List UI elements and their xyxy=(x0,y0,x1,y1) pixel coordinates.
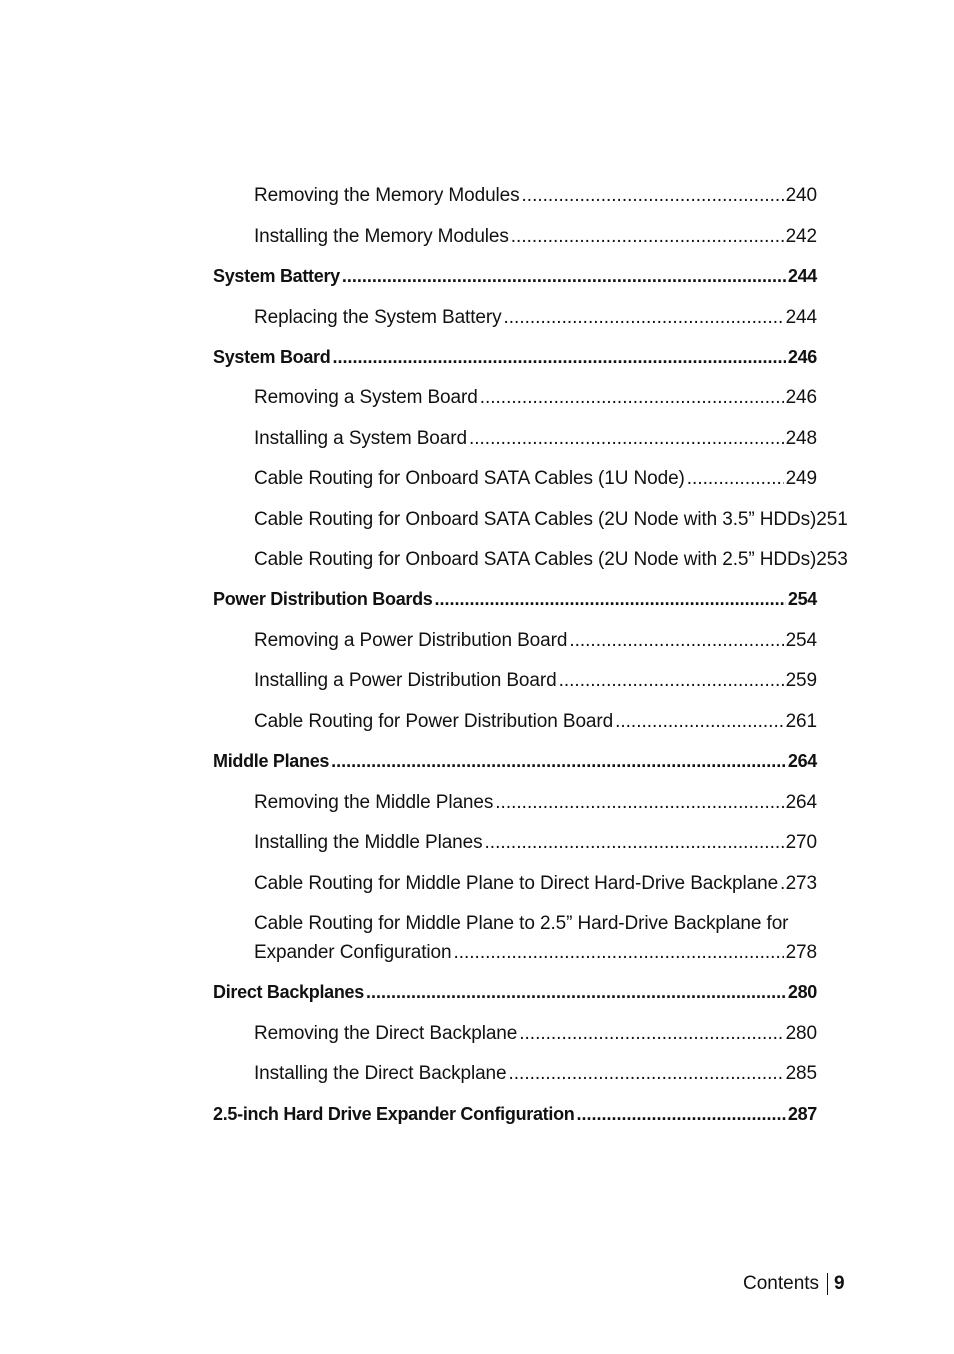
toc-entry-page: 246 xyxy=(787,347,817,367)
toc-entry-page: 242 xyxy=(785,226,817,247)
dot-leader xyxy=(687,469,784,488)
dot-leader xyxy=(331,752,786,770)
toc-entry[interactable] xyxy=(254,1024,817,1043)
toc-entry[interactable] xyxy=(254,186,817,205)
toc-entry[interactable] xyxy=(254,671,817,690)
toc-entry-title-line1: Cable Routing for Middle Plane to 2.5” Hard-Drive Backplane for xyxy=(254,913,789,934)
toc-entry-page: 287 xyxy=(787,1104,817,1124)
toc-entry-page: 246 xyxy=(785,387,817,408)
toc-entry-page: 280 xyxy=(785,1023,817,1044)
dot-leader xyxy=(332,348,785,366)
toc-entry-page: 261 xyxy=(785,711,817,732)
toc-entry[interactable] xyxy=(254,1064,817,1083)
toc-section-entry[interactable] xyxy=(213,267,817,285)
toc-entry-page: 253 xyxy=(816,549,848,570)
toc-entry-page: 264 xyxy=(785,792,817,813)
dot-leader xyxy=(469,429,784,448)
toc-entry[interactable] xyxy=(254,833,817,852)
toc-entry-page: 240 xyxy=(785,185,817,206)
toc-entry[interactable] xyxy=(254,429,817,448)
toc-entry-title: Cable Routing for Onboard SATA Cables (2U Node with 3.5” HDDs) xyxy=(254,509,817,530)
toc-entry-title: Installing a Power Distribution Board xyxy=(254,670,557,691)
toc-entry-title: Cable Routing for Onboard SATA Cables (1U Node) xyxy=(254,468,685,489)
dot-leader xyxy=(435,590,786,608)
toc-section-entry[interactable] xyxy=(213,348,817,366)
dot-leader xyxy=(342,267,786,285)
toc-entry[interactable] xyxy=(254,909,817,967)
toc-entry-title: Direct Backplanes xyxy=(213,982,364,1002)
toc-entry-title: Installing a System Board xyxy=(254,428,467,449)
toc-entry-title: Removing a Power Distribution Board xyxy=(254,630,568,651)
toc-entry-title: System Board xyxy=(213,347,331,367)
dot-leader xyxy=(495,793,783,812)
dot-leader xyxy=(480,388,784,407)
toc-entry-title: Removing a System Board xyxy=(254,387,478,408)
toc-entry[interactable] xyxy=(254,712,817,731)
toc-entry[interactable] xyxy=(254,874,817,893)
toc-entry-page: 244 xyxy=(787,266,817,286)
toc-section-entry[interactable] xyxy=(213,752,817,770)
toc-section-entry[interactable] xyxy=(213,1105,817,1123)
toc-entry-page: 251 xyxy=(816,509,848,530)
dot-leader xyxy=(615,712,784,731)
dot-leader xyxy=(780,874,784,893)
toc-entry-title: System Battery xyxy=(213,266,340,286)
toc-entry-title: Cable Routing for Power Distribution Board xyxy=(254,711,614,732)
dot-leader xyxy=(569,631,783,650)
toc-entry-title: Cable Routing for Middle Plane to Direct Hard-Drive Backplane xyxy=(254,873,779,894)
dot-leader xyxy=(485,833,784,852)
toc-entry-page: 285 xyxy=(785,1063,817,1084)
toc-entry-title: Removing the Memory Modules xyxy=(254,185,520,206)
toc-section-entry[interactable] xyxy=(213,590,817,608)
dot-leader xyxy=(366,983,786,1001)
footer-divider xyxy=(827,1273,828,1295)
toc-entry-title: Middle Planes xyxy=(213,751,330,771)
dot-leader xyxy=(504,308,784,327)
toc-entry-page: 249 xyxy=(785,468,817,489)
toc-entry[interactable] xyxy=(254,388,817,407)
toc-entry-page: 248 xyxy=(785,428,817,449)
toc-entry-page: 264 xyxy=(787,751,817,771)
toc-entry-title: Removing the Direct Backplane xyxy=(254,1023,518,1044)
toc-entry-page: 259 xyxy=(785,670,817,691)
toc-entry-title: 2.5-inch Hard Drive Expander Configuration xyxy=(213,1104,575,1124)
toc-entry[interactable] xyxy=(254,308,817,327)
toc-entry[interactable] xyxy=(254,549,848,570)
toc-entry-title-line2: Expander Configuration xyxy=(254,942,452,963)
toc-entry-title: Power Distribution Boards xyxy=(213,589,433,609)
toc-entry-page: 280 xyxy=(787,982,817,1002)
dot-leader xyxy=(559,671,784,690)
toc-entry-page: 270 xyxy=(785,832,817,853)
toc-entry[interactable] xyxy=(254,227,817,246)
toc-entry-title: Replacing the System Battery xyxy=(254,307,502,328)
toc-entry[interactable] xyxy=(254,793,817,812)
dot-leader xyxy=(511,227,784,246)
toc-entry-title: Cable Routing for Onboard SATA Cables (2U Node with 2.5” HDDs) xyxy=(254,549,817,570)
toc-entry-page: 244 xyxy=(785,307,817,328)
toc-entry-page: 273 xyxy=(785,873,817,894)
toc-entry-title: Installing the Direct Backplane xyxy=(254,1063,507,1084)
toc-entry-title: Installing the Middle Planes xyxy=(254,832,483,853)
toc-entry-page: 254 xyxy=(787,589,817,609)
dot-leader xyxy=(576,1105,785,1123)
toc-entry-title: Installing the Memory Modules xyxy=(254,226,509,247)
dot-leader xyxy=(453,938,783,967)
toc-entry-page: 278 xyxy=(785,942,817,963)
page-footer xyxy=(743,1273,845,1295)
toc-entry-title: Removing the Middle Planes xyxy=(254,792,494,813)
toc-entry[interactable] xyxy=(254,509,848,530)
dot-leader xyxy=(522,186,784,205)
toc-entry-page: 254 xyxy=(785,630,817,651)
toc-entry[interactable] xyxy=(254,469,817,488)
toc-section-entry[interactable] xyxy=(213,983,817,1001)
page-number: 9 xyxy=(834,1273,845,1294)
dot-leader xyxy=(508,1064,783,1083)
toc-entry[interactable] xyxy=(254,631,817,650)
footer-label: Contents xyxy=(743,1273,820,1294)
dot-leader xyxy=(519,1024,783,1043)
